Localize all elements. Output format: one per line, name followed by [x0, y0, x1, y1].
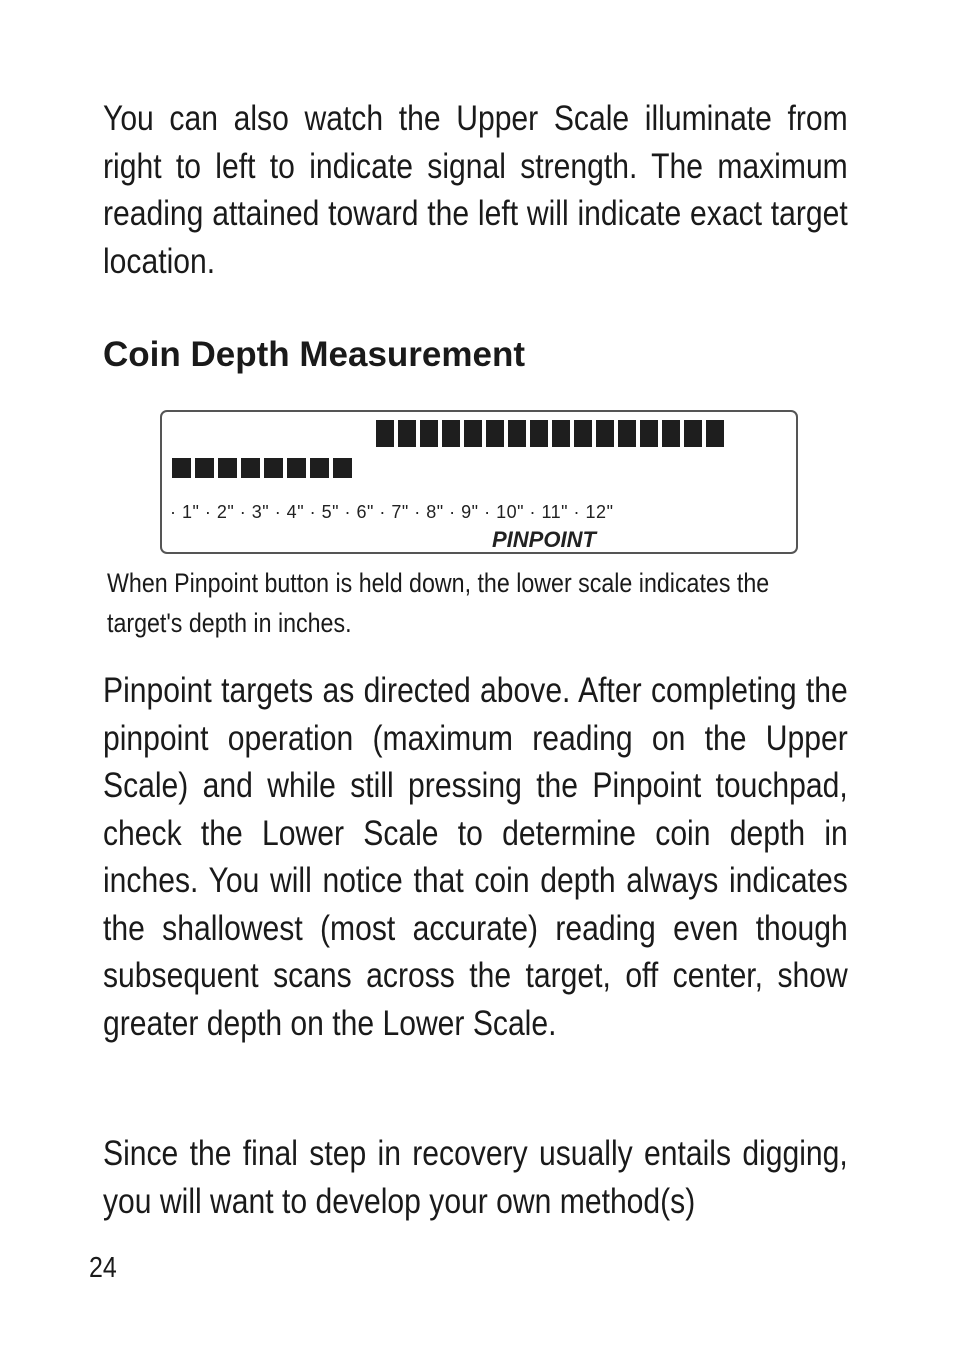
page-number: 24: [89, 1252, 117, 1284]
body-paragraph: Pinpoint targets as directed above. After completing the pinpoint operation (maximum reading on the Upper Scale) and while still pressing the Pinpoint touchpad, check the Lower Scale to determine coin depth in inches. You will notice that coin depth always indicates the shallowest (most accurate) reading even though subsequent scans across the target, off center, show greater depth on the Lower Scale.: [103, 671, 848, 1043]
lcd-panel: [160, 410, 798, 554]
upper-scale-segment: [684, 420, 702, 447]
upper-scale-segment: [662, 420, 680, 447]
closing-paragraph: Since the final step in recovery usually entails digging, you will want to develop your own method(s): [103, 1134, 848, 1221]
upper-scale-segment: [508, 420, 526, 447]
upper-scale-segment: [398, 420, 416, 447]
lower-scale-segment: [172, 458, 191, 478]
upper-scale-segment: [486, 420, 504, 447]
figure-caption: When Pinpoint button is held down, the lower scale indicates the target's depth in inches.: [107, 568, 770, 638]
lower-scale-segment: [310, 458, 329, 478]
lower-scale-segment: [195, 458, 214, 478]
upper-scale-segment: [574, 420, 592, 447]
upper-scale-bar: [376, 420, 724, 447]
upper-scale-segment: [552, 420, 570, 447]
lower-scale-segment: [287, 458, 306, 478]
lower-scale-segment: [333, 458, 352, 478]
pinpoint-display-figure: [138, 388, 800, 560]
pinpoint-label: PINPOINT: [492, 527, 596, 552]
upper-scale-segment: [618, 420, 636, 447]
upper-scale-segment: [376, 420, 394, 447]
lower-scale-segment: [218, 458, 237, 478]
upper-scale-segment: [596, 420, 614, 447]
upper-scale-segment: [640, 420, 658, 447]
upper-scale-segment: [420, 420, 438, 447]
upper-scale-segment: [442, 420, 460, 447]
upper-scale-segment: [530, 420, 548, 447]
upper-scale-segment: [706, 420, 724, 447]
upper-scale-segment: [464, 420, 482, 447]
lower-scale-segment: [241, 458, 260, 478]
section-heading: Coin Depth Measurement: [103, 335, 525, 374]
intro-paragraph: You can also watch the Upper Scale illuminate from right to left to indicate signal strength. The maximum reading attained toward the left will indicate exact target location.: [103, 99, 848, 281]
depth-scale-labels: · 1" · 2" · 3" · 4" · 5" · 6" · 7" · 8" · 9" · 10" · 11" · 12": [170, 502, 614, 522]
lower-scale-bar: [172, 458, 352, 485]
lower-scale-segment: [264, 458, 283, 478]
